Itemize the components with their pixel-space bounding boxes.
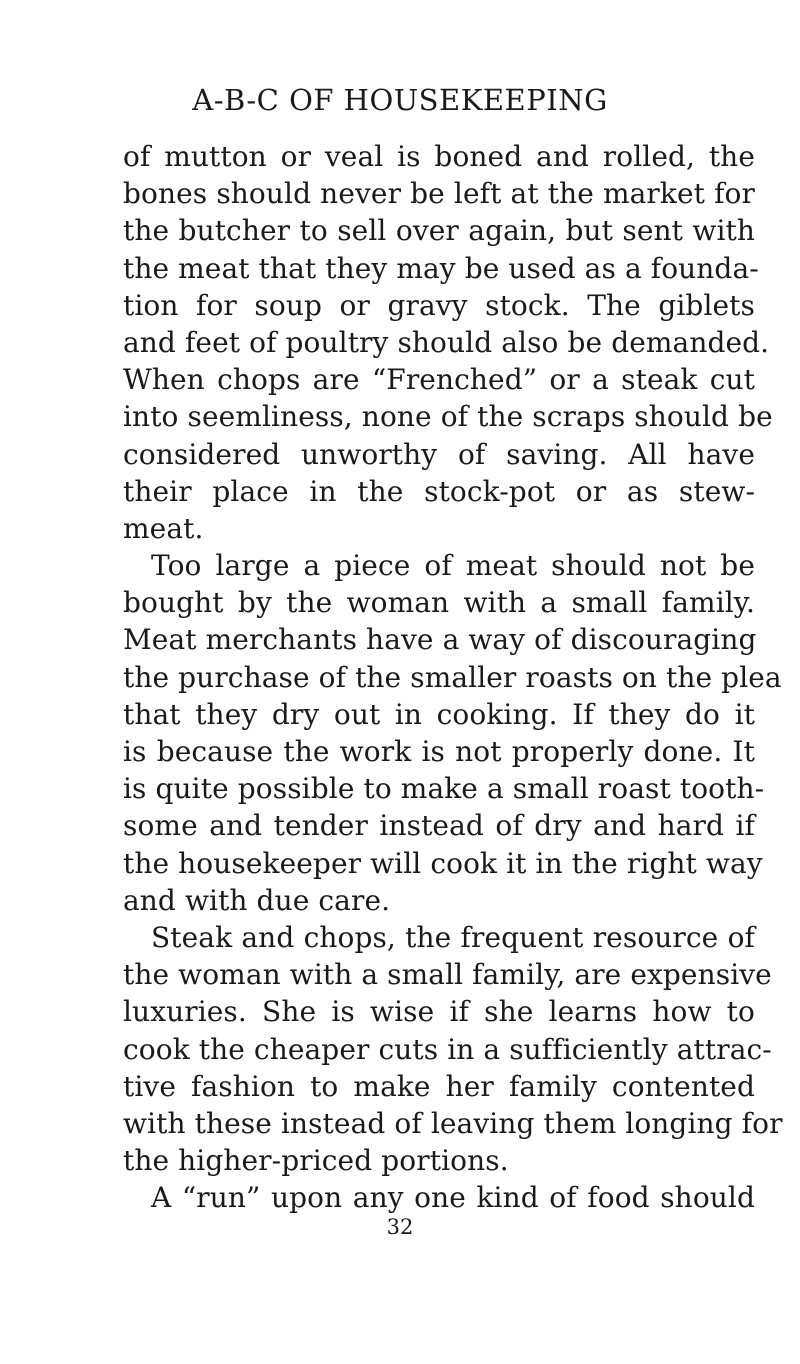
paragraph-start-line: Too large a piece of meat should not be bbox=[151, 549, 755, 583]
text-line: the meat that they may be used as a founda- bbox=[123, 251, 759, 285]
text-line: luxuries. She is wise if she learns how to bbox=[123, 995, 755, 1029]
text-line: the woman with a small family, are expensive bbox=[123, 958, 772, 992]
text-line: bones should never be left at the market for bbox=[123, 177, 755, 211]
text-line: is quite possible to make a small roast tooth- bbox=[123, 772, 765, 806]
text-line: that they dry out in cooking. If they do it bbox=[123, 697, 755, 731]
text-line: tive fashion to make her family contented bbox=[123, 1069, 755, 1103]
text-line: When chops are “Frenched” or a steak cut bbox=[123, 363, 755, 397]
text-line: Meat merchants have a way of discouraging bbox=[123, 623, 757, 657]
text-line: the housekeeper will cook it in the right way bbox=[123, 846, 763, 880]
text-line: the higher-priced portions. bbox=[123, 1144, 509, 1178]
text-line: cook the cheaper cuts in a sufficiently attrac- bbox=[123, 1032, 772, 1066]
text-line: and with due care. bbox=[123, 883, 391, 917]
body-text bbox=[123, 138, 783, 1216]
text-line: meat. bbox=[123, 511, 204, 545]
text-line: is because the work is not properly done. It bbox=[123, 735, 755, 768]
text-line: of mutton or veal is boned and rolled, the bbox=[123, 140, 755, 173]
text-line: bought by the woman with a small family. bbox=[123, 586, 755, 620]
text-line: the butcher to sell over again, but sent with bbox=[123, 214, 755, 248]
page-number: 32 bbox=[386, 1215, 414, 1239]
running-head: A-B-C OF HOUSEKEEPING bbox=[192, 83, 608, 117]
text-line: tion for soup or gravy stock. The giblets bbox=[123, 288, 755, 322]
text-line: with these instead of leaving them longing for bbox=[123, 1106, 783, 1140]
paragraph-start-line: A “run” upon any one kind of food should bbox=[151, 1181, 755, 1215]
text-line: and feet of poultry should also be demanded. bbox=[123, 325, 770, 359]
paragraph-start-line: Steak and chops, the frequent resource of bbox=[151, 920, 755, 954]
text-line: some and tender instead of dry and hard if bbox=[123, 809, 755, 843]
text-line: the purchase of the smaller roasts on the plea bbox=[123, 660, 782, 694]
text-line: considered unworthy of saving. All have bbox=[123, 437, 755, 471]
text-line: their place in the stock-pot or as stew- bbox=[123, 474, 755, 508]
text-line: into seemliness, none of the scraps should be bbox=[123, 400, 773, 434]
